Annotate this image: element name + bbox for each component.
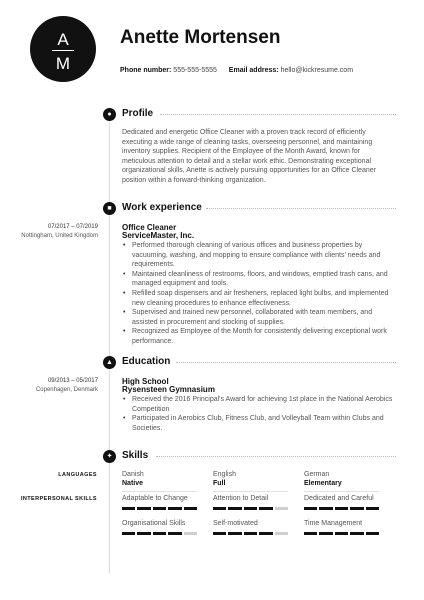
language-name: German [304,471,330,478]
bullet-item: • Performed thorough cleaning of various offices and business properties by vacuuming, washing, and mopping to ensure compliance with clients' needs and requirements. [122,241,394,270]
rating-segment [168,532,181,535]
education-bullets [122,395,394,433]
profile-summary: Dedicated and energetic Office Cleaner with a proven track record of efficiently executing a wide range of cleaning tasks, overseeing personnel, and maintaining inventory supplies. Recipient of the Employee of the Month Award, known for meticulous attention to detail and a stellar work ethic. Demonstrating exceptional organizational skills, Anette is actively pursuing opportunities for an Office Cleaner position within a forward-thinking organization. [122,129,376,184]
rating-segment [153,532,166,535]
skill-rating-meter [213,507,288,510]
rating-segment [184,507,197,510]
profile-divider [160,114,396,115]
profile-heading: Profile [122,108,154,119]
language-level: Full [213,480,226,487]
monogram-last-initial: M [55,54,71,73]
monogram-first-initial: A [57,30,69,49]
skills-heading: Skills [122,450,149,461]
skill-name: Dedicated and Careful [304,495,374,502]
education-heading: Education [122,356,171,367]
contact-line [120,67,353,74]
work-dates: 07/2017 – 07/2019 [47,224,98,230]
rating-segment [275,532,288,535]
rating-segment [319,532,332,535]
skill-rating-meter [213,532,288,535]
rating-segment [275,507,288,510]
rating-segment [122,507,135,510]
rating-segment [366,532,379,535]
rating-segment [259,532,272,535]
email-value: hello@kickresume.com [280,67,354,74]
rating-segment [350,532,363,535]
graduation-cap-icon: ▲ [103,356,116,369]
languages-label: LANGUAGES [58,472,97,478]
skill-rating-meter [304,507,379,510]
rating-segment [137,532,150,535]
bullet-item: • Participated in Aerobics Club, Fitness Club, and Volleyball Team within Clubs and Societies. [122,414,394,433]
rating-segment [184,532,197,535]
language-underline [122,491,197,492]
rating-segment [168,507,181,510]
bullet-item: • Recognized as Employee of the Month for consistently delivering exceptional work performance. [122,327,394,346]
work-role: Office Cleaner [122,223,177,232]
language-underline [304,491,379,492]
education-school: Rysensteen Gymnasium [122,385,215,394]
rating-segment [335,532,348,535]
skill-rating-meter [304,532,379,535]
skill-rating-meter [122,507,197,510]
monogram-divider [52,50,74,51]
rating-segment [153,507,166,510]
skills-divider [156,456,396,457]
rating-segment [304,507,317,510]
rating-segment [244,532,257,535]
skill-rating-meter [122,532,197,535]
rating-segment [319,507,332,510]
rating-segment [350,507,363,510]
work-divider [206,208,396,209]
rating-segment [259,507,272,510]
bullet-item: • Received the 2016 Principal's Award for achieving 1st place in the National Aerobics Competition [122,395,394,414]
skill-name: Adaptable to Change [122,495,188,502]
timeline-line [109,114,110,574]
interpersonal-skills-label: INTERPERSONAL SKILLS [20,496,97,502]
language-underline [213,491,288,492]
rating-segment [244,507,257,510]
rating-segment [213,532,226,535]
phone-value: 555-555-5555 [173,67,217,74]
rating-segment [228,507,241,510]
skill-name: Time Management [304,520,363,527]
language-level: Elementary [304,480,342,487]
rating-segment [213,507,226,510]
language-name: Danish [122,471,144,478]
bullet-item: • Refilled soap dispensers and air fresheners, replaced light bulbs, and implemented new cleaning procedures to enhance effectiveness. [122,289,394,308]
language-level: Native [122,480,144,487]
email-label: Email address: [228,67,279,74]
work-location: Nottingham, United Kingdom [21,233,98,239]
rating-segment [335,507,348,510]
education-divider [176,362,396,363]
bullet-item: • Supervised and trained new personnel, collaborated with team members, and assisted in procurement and stocking of supplies. [122,308,394,327]
skill-name: Attention to Detail [213,495,269,502]
skills-icon: ✦ [103,450,116,463]
monogram-avatar [30,16,96,82]
rating-segment [366,507,379,510]
rating-segment [137,507,150,510]
work-bullets [122,241,394,347]
skill-name: Organisational Skills [122,520,186,527]
rating-segment [122,532,135,535]
language-name: English [213,471,236,478]
user-icon: ● [103,108,116,121]
education-location: Copenhagen, Denmark [35,387,98,393]
rating-segment [304,532,317,535]
work-heading: Work experience [122,202,202,213]
phone-label: Phone number: [120,67,172,74]
rating-segment [228,532,241,535]
skill-name: Self-motivated [213,520,258,527]
bullet-item: • Maintained cleanliness of restrooms, floors, and windows, emptied trash cans, and managed equipment and tools. [122,270,394,289]
education-degree: High School [122,377,169,386]
education-dates: 09/2013 – 05/2017 [47,378,98,384]
briefcase-icon: ■ [103,202,116,215]
candidate-name: Anette Mortensen [120,27,281,48]
work-company: ServiceMaster, Inc. [122,231,195,240]
